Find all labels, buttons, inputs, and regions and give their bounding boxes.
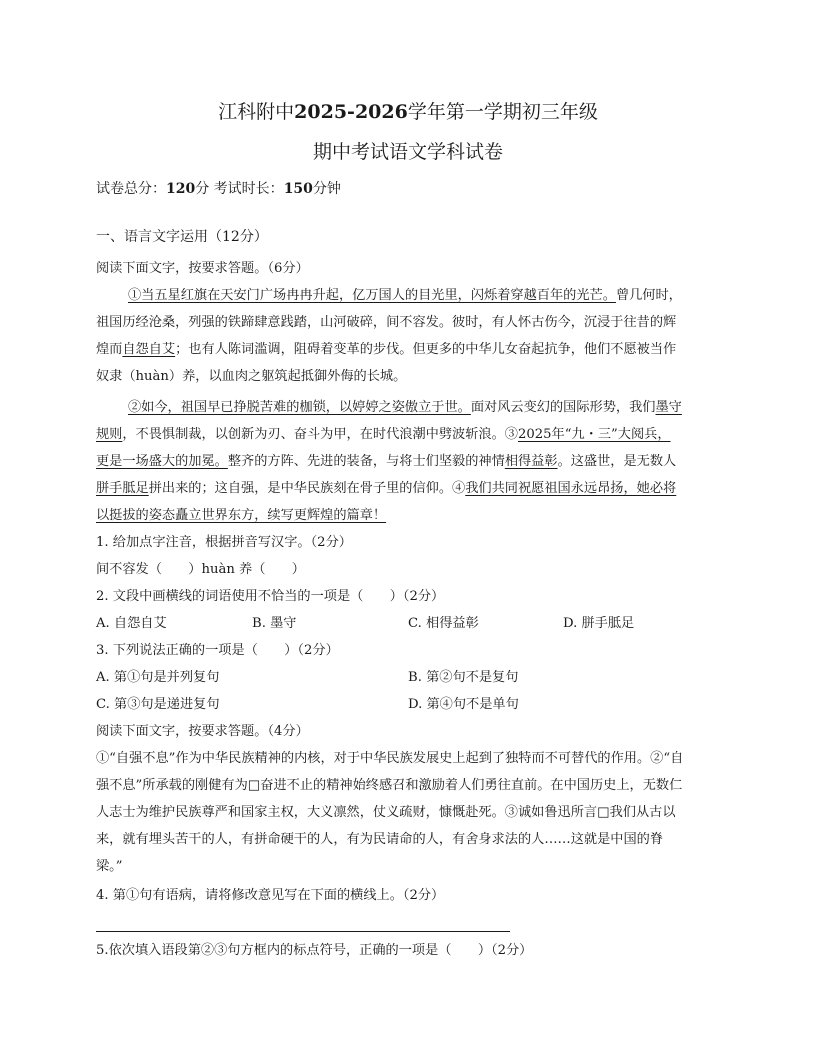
answer-line-q4[interactable]	[96, 931, 510, 932]
underlined-sentence-3a: 2025年“九・三”大阅兵，	[518, 427, 671, 442]
underlined-sentence-4b: 以挺拔的姿态矗立世界东方，续写更辉煌的篇章！	[96, 508, 387, 523]
q2-option-b[interactable]: B. 墨守	[252, 616, 297, 631]
term-grade: 学年第一学期初三年级	[407, 101, 598, 123]
passage2-line2	[96, 424, 726, 446]
read-instruction-2: 阅读下面文字，按要求答题。（4分）	[96, 724, 309, 739]
score-value: 120	[166, 181, 196, 197]
q3-option-c[interactable]: C. 第③句是递进复句	[96, 697, 220, 712]
question-3: 3. 下列说法正确的一项是（ ）（2分）	[96, 643, 339, 658]
passage-text: 。这盛世，是无数人	[557, 454, 677, 469]
passage1-line3	[96, 339, 726, 361]
question-5: 5.依次填入语段第②③句方框内的标点符号，正确的一项是（ ）（2分）	[96, 943, 533, 958]
time-unit: 分钟	[312, 181, 341, 197]
underlined-word-guize: 规则	[96, 427, 123, 442]
passage1-line1	[128, 285, 758, 307]
passage-text: ，不畏惧制裁，以创新为刃、奋斗为甲，在时代浪潮中劈波斩浪。③	[122, 427, 518, 442]
passage2-line4	[96, 478, 726, 500]
passage3-line2: 强不息”所承载的刚健有为□奋进不止的精神始终感召和激励着人们勇往直前。在中国历史上，无数仁	[96, 778, 683, 793]
passage-text: 煌而	[96, 342, 123, 357]
passage-text: 拼出来的；这自强，是中华民族刻在骨子里的信仰。④	[148, 481, 466, 496]
underlined-sentence-2: ②如今，祖国早已挣脱苦难的枷锁，以婷婷之姿傲立于世。	[128, 400, 471, 415]
exam-title-line2: 期中考试语文学科试卷	[312, 141, 503, 163]
score-label: 试卷总分：	[96, 181, 166, 197]
question-4: 4. 第①句有语病，请将修改意见写在下面的横线上。（2分）	[96, 888, 445, 903]
q3-option-a[interactable]: A. 第①句是并列复句	[96, 670, 220, 685]
underlined-word-pianshouzhizu: 胼手胝足	[96, 481, 149, 496]
underlined-word-moshou: 墨守	[655, 400, 682, 415]
passage3-line4: 来，就有埋头苦干的人，有拼命硬干的人，有为民请命的人，有舍身求法的人……这就是中国的脊	[96, 832, 664, 847]
passage-text: 面对风云变幻的国际形势，我们	[470, 400, 656, 415]
time-value: 150	[283, 181, 313, 197]
school-name: 江科附中	[218, 101, 295, 123]
q3-option-b[interactable]: B. 第②句不是复句	[408, 670, 519, 685]
q2-option-c[interactable]: C. 相得益彰	[408, 616, 479, 631]
passage2-line5	[96, 505, 726, 527]
read-instruction-1: 阅读下面文字，按要求答题。（6分）	[96, 261, 309, 276]
underlined-sentence-4a: 我们共同祝愿祖国永远昂扬，她必将	[465, 481, 677, 496]
exam-meta	[96, 178, 726, 200]
passage2-line1	[128, 397, 758, 419]
passage2-line3	[96, 451, 726, 473]
q3-option-d[interactable]: D. 第④句不是单句	[408, 697, 519, 712]
passage3-line1: ①“自强不息”作为中华民族精神的内核，对于中华民族发展史上起到了独特而不可替代的作用。②“自	[96, 751, 684, 766]
exam-title-line1	[0, 98, 816, 126]
question-2: 2. 文段中画横线的词语使用不恰当的一项是（ ）（2分）	[96, 589, 445, 604]
passage-text: 曾几何时，	[615, 288, 682, 303]
passage3-line5: 梁。”	[96, 859, 123, 874]
passage3-line3: 人志士为维护民族尊严和国家主权，大义凛然，仗义疏财，慷慨赴死。③诚如鲁迅所言□我们从古以	[96, 805, 676, 820]
underlined-sentence-1: ①当五星红旗在天安门广场冉冉升起，亿万国人的目光里，闪烁着穿越百年的光芒。	[128, 288, 616, 303]
score-unit: 分 考试时长：	[195, 181, 284, 197]
q2-option-a[interactable]: A. 自怨自艾	[96, 616, 167, 631]
question-1-fill[interactable]: 间不容发（ ）huàn 养（ ）	[96, 562, 305, 577]
underlined-word-ziyuanziyi: 自怨自艾	[122, 342, 176, 357]
passage1-line4: 奴隶（huàn）养，以血肉之躯筑起抵御外侮的长城。	[96, 369, 407, 384]
q2-option-d[interactable]: D. 胼手胝足	[563, 616, 635, 631]
underlined-word-xiangdeyizhang: 相得益彰	[504, 454, 558, 469]
passage-text: ；也有人陈词滥调，阻碍着变革的步伐。但更多的中华儿女奋起抗争，他们不愿被当作	[175, 342, 677, 357]
passage-text: 整齐的方阵、先进的装备，与将士们坚毅的神情	[227, 454, 505, 469]
question-1: 1. 给加点字注音，根据拼音写汉字。（2分）	[96, 535, 352, 550]
school-years: 2025-2026	[294, 101, 408, 123]
underlined-sentence-3b: 更是一场盛大的加冕。	[96, 454, 228, 469]
passage1-line2: 祖国历经沧桑，列强的铁蹄肆意践踏，山河破碎，间不容发。彼时，有人怀古伤今，沉浸于往昔的辉	[96, 315, 677, 330]
section1-heading: 一、语言文字运用（12分）	[96, 229, 268, 245]
